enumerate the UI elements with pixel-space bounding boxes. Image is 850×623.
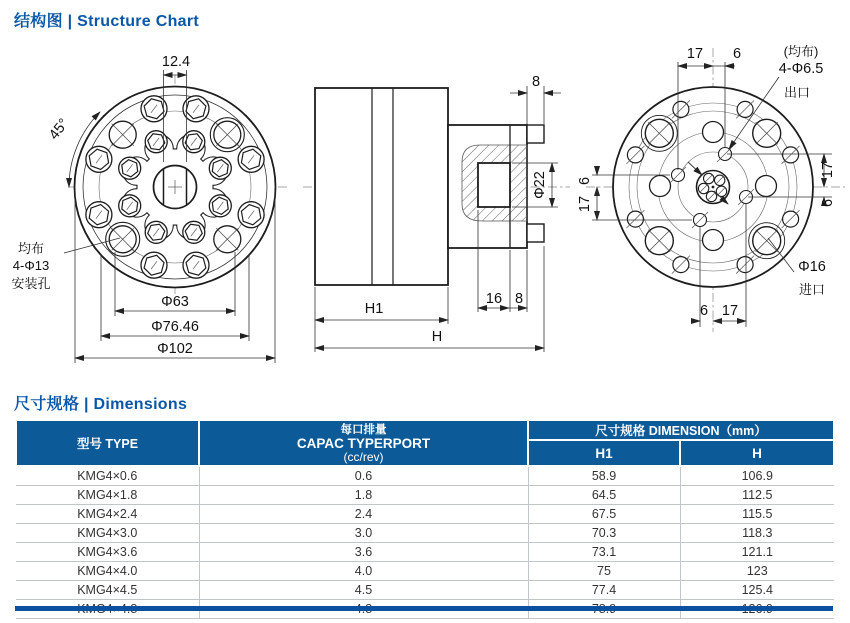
structure-chart-title: 结构图 | Structure Chart	[14, 13, 200, 30]
dim-label-h1: H1	[364, 301, 384, 317]
capacity-header-en: CAPAC TYPERPORT	[296, 435, 431, 451]
balance-hole	[756, 176, 777, 197]
col-header-h: H	[680, 440, 834, 466]
dim-label-d63: Φ63	[161, 294, 189, 310]
balance-hole	[650, 176, 671, 197]
dim-side-h1	[315, 287, 448, 352]
dim-label-d7646: Φ76.46	[151, 319, 199, 335]
table-row	[16, 466, 834, 486]
cell-capacity: 4.0	[199, 562, 528, 581]
dim-label-d102: Φ102	[157, 341, 193, 357]
cell-model: KMG4×3.0	[16, 524, 199, 543]
dim-label-top8: 8	[531, 74, 541, 90]
dimensions-title: 尺寸规格 | Dimensions	[14, 396, 188, 413]
cell-model: KMG4×4.0	[16, 562, 199, 581]
port-stub-top	[527, 125, 544, 143]
dim-label-r6: 6	[820, 198, 836, 208]
cell-capacity: 3.6	[199, 543, 528, 562]
pump-body	[315, 88, 448, 285]
cell-model: KMG4×1.8	[16, 486, 199, 505]
table-row	[16, 524, 834, 543]
dim-label-l17: 17	[577, 195, 593, 213]
dim-label-45: 45°	[46, 115, 73, 143]
dim-label-r17: 17	[820, 161, 836, 179]
port-stub-bottom	[527, 224, 544, 242]
table-row	[16, 505, 834, 524]
cell-h1: 64.5	[528, 486, 680, 505]
cell-h1: 73.1	[528, 543, 680, 562]
dim-label-l6: 6	[577, 176, 593, 186]
dimensions-table-wrap	[15, 419, 833, 619]
rear-hole-pattern	[626, 100, 799, 273]
cell-model: KMG4×3.6	[16, 543, 199, 562]
dim-label-h: H	[431, 329, 443, 345]
cell-h: 112.5	[680, 486, 834, 505]
capacity-header-unit: (cc/rev)	[343, 449, 384, 464]
note-line-1: 均布	[17, 241, 45, 256]
col-header-type: 型号 TYPE	[16, 420, 199, 466]
note-line-2: 4-Φ13	[12, 258, 50, 273]
cell-h: 121.1	[680, 543, 834, 562]
balance-hole	[703, 122, 724, 143]
dimensions-table	[15, 419, 835, 619]
rear-view-drawing	[577, 44, 845, 332]
cell-h: 125.4	[680, 581, 834, 600]
dim-label-b6: 6	[699, 303, 709, 319]
dim-side-top8	[510, 74, 561, 124]
capacity-header-zh: 每口排量	[340, 423, 387, 436]
inlet-port-size-label: Φ16	[798, 259, 826, 275]
cell-h1: 67.5	[528, 505, 680, 524]
cell-h1: 77.4	[528, 581, 680, 600]
table-bottom-accent-bar	[15, 606, 833, 611]
table-row	[16, 543, 834, 562]
table-row	[16, 581, 834, 600]
table-row	[16, 562, 834, 581]
cell-capacity: 2.4	[199, 505, 528, 524]
dim-label-b17: 17	[721, 303, 739, 319]
outlet-note-line-2: 4-Φ6.5	[778, 61, 824, 77]
balance-hole	[703, 230, 724, 251]
cell-model: KMG4×4.5	[16, 581, 199, 600]
table-row	[16, 486, 834, 505]
col-header-capacity	[199, 420, 528, 466]
front-view-drawing	[11, 54, 288, 363]
dim-label-b8: 8	[514, 291, 524, 307]
cell-model: KMG4×0.6	[16, 466, 199, 486]
cell-model: KMG4×2.4	[16, 505, 199, 524]
drive-shaft	[478, 163, 510, 207]
dim-label-t17: 17	[686, 46, 704, 62]
dim-label-t6: 6	[732, 46, 742, 62]
cell-h: 118.3	[680, 524, 834, 543]
cell-h1: 75	[528, 562, 680, 581]
note-line-3: 安装孔	[11, 276, 51, 291]
cell-capacity: 0.6	[199, 466, 528, 486]
dim-label-12-4: 12.4	[161, 54, 191, 70]
cell-h1: 58.9	[528, 466, 680, 486]
col-header-h1: H1	[528, 440, 680, 466]
cell-h1: 70.3	[528, 524, 680, 543]
outlet-label: 出口	[783, 85, 811, 100]
inlet-label: 进口	[798, 282, 826, 297]
col-header-dimension-group: 尺寸规格 DIMENSION（mm）	[528, 420, 834, 440]
cell-h: 115.5	[680, 505, 834, 524]
cell-h: 123	[680, 562, 834, 581]
cell-capacity: 4.5	[199, 581, 528, 600]
cell-capacity: 3.0	[199, 524, 528, 543]
cell-h: 106.9	[680, 466, 834, 486]
dim-label-16: 16	[485, 291, 503, 307]
dim-label-phi22: Φ22	[532, 171, 548, 199]
outlet-note-line-1: (均布)	[783, 44, 819, 59]
side-view-drawing	[303, 74, 570, 352]
cell-capacity: 1.8	[199, 486, 528, 505]
